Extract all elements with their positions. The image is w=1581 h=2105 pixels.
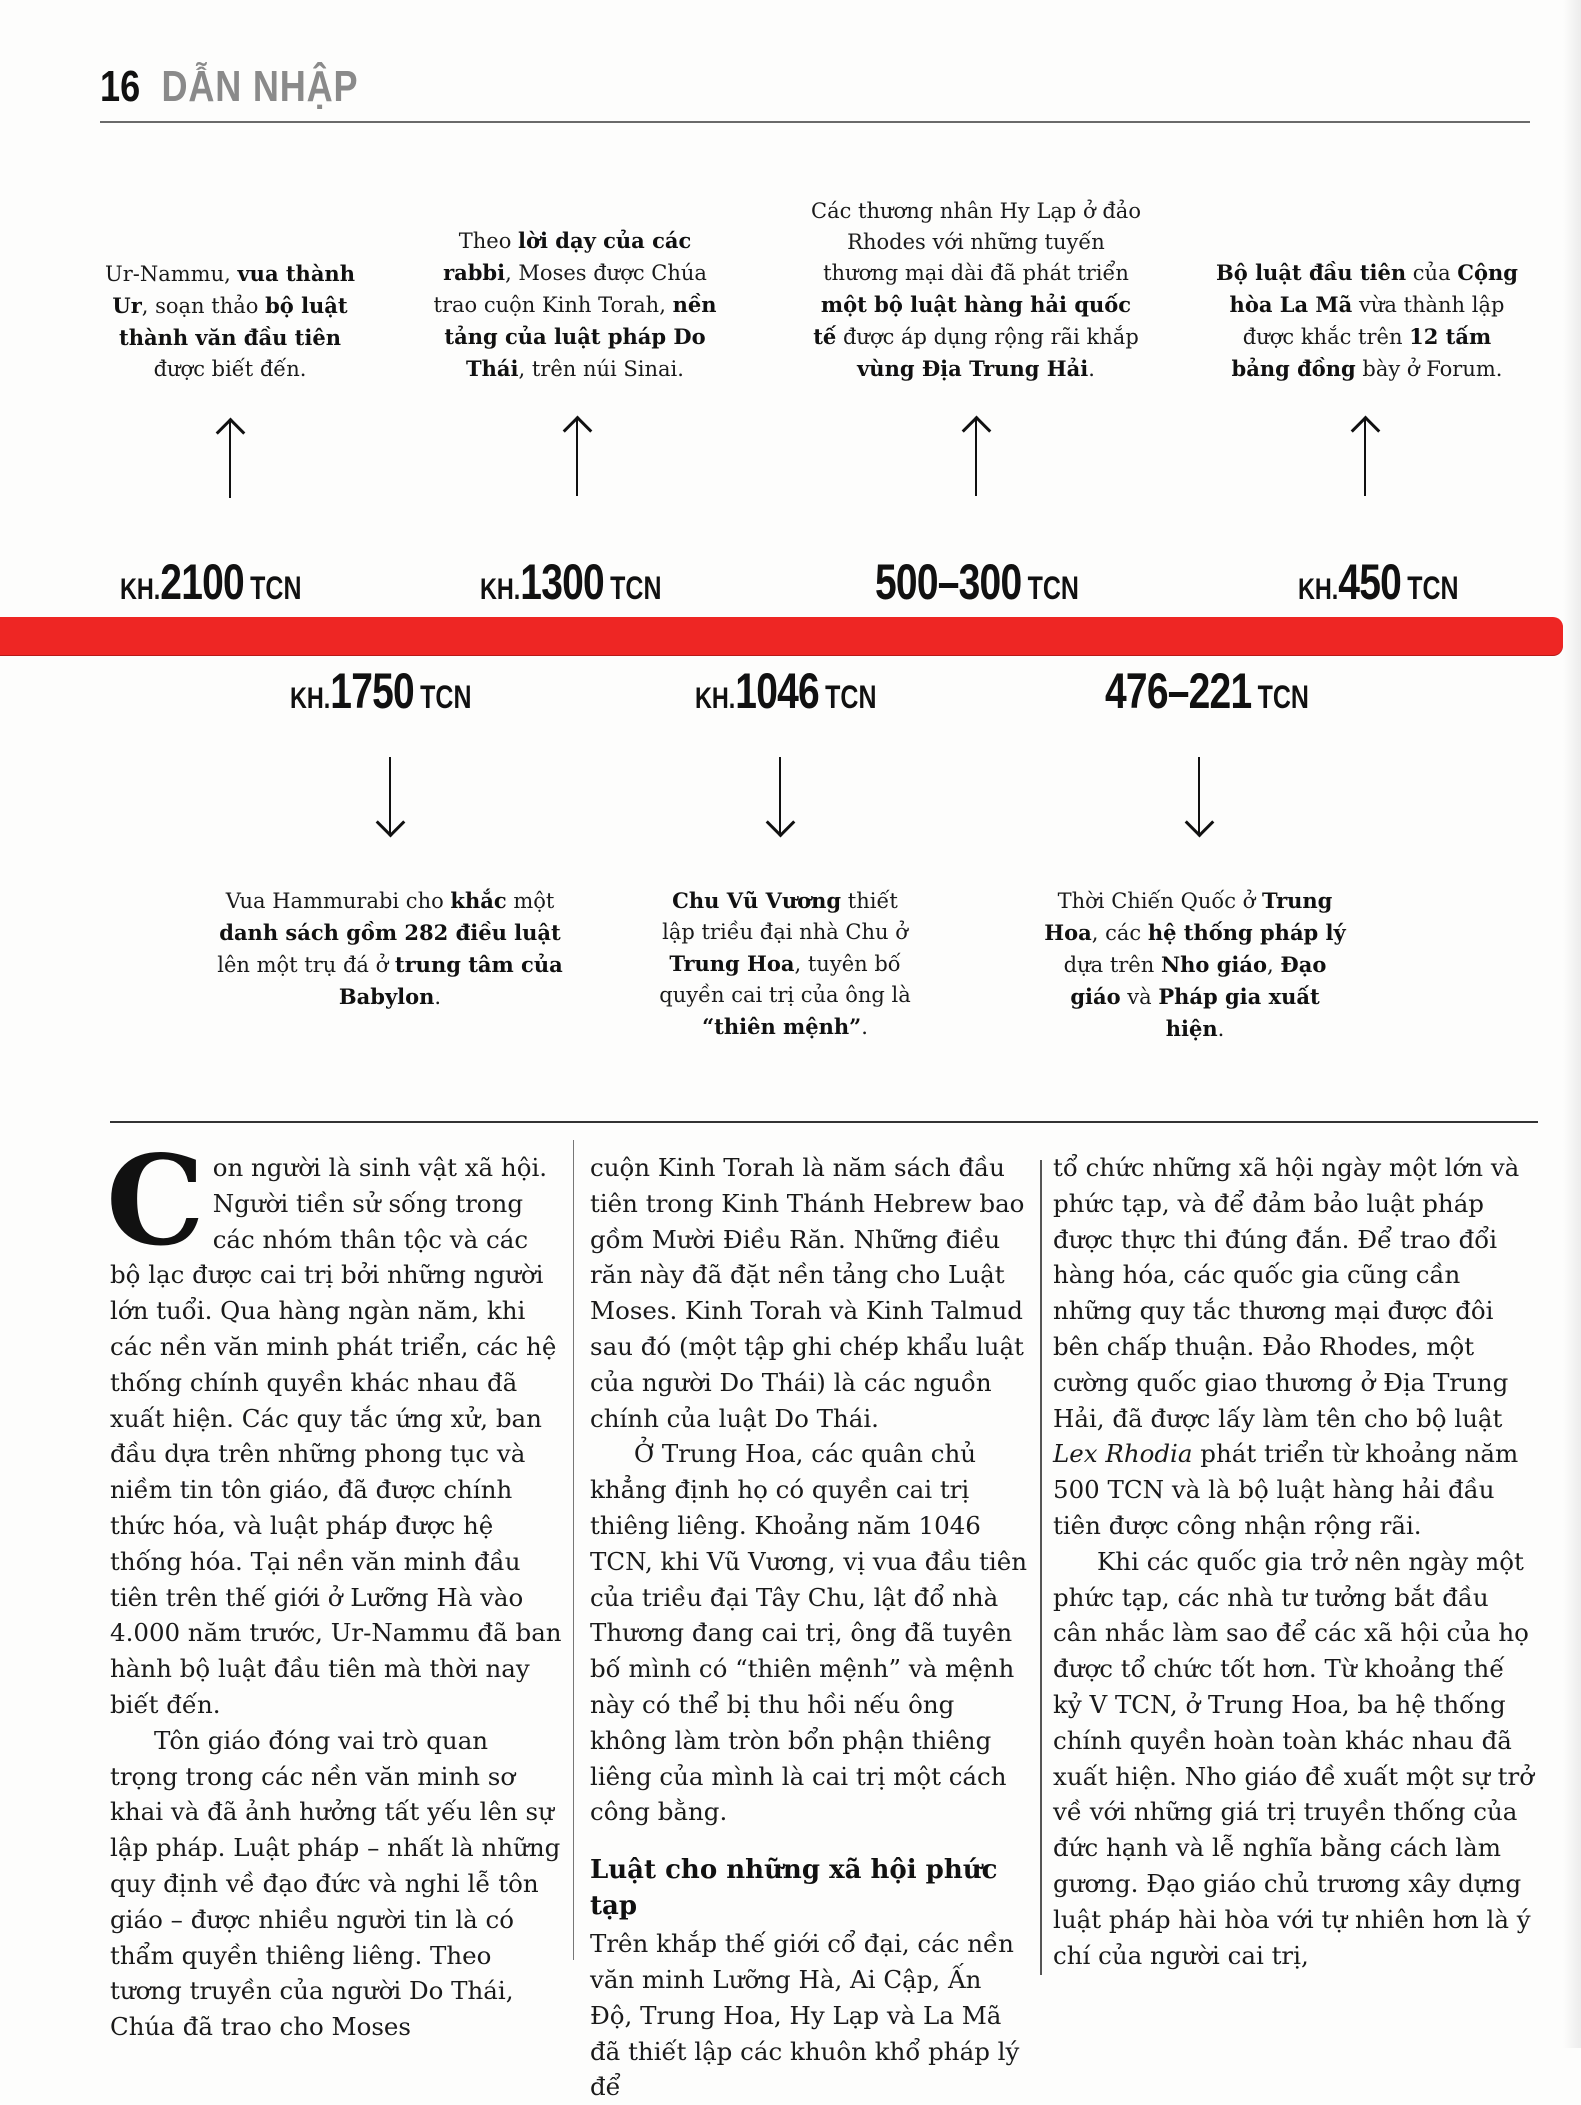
- timeline-caption-2100: [105, 155, 355, 385]
- caption-text-run: .: [1217, 1017, 1225, 1041]
- body-column-2: [590, 1150, 1030, 2105]
- date-label-2100: [120, 553, 301, 611]
- caption-text-run: vừa thành lập được khắc trên: [1242, 293, 1505, 349]
- arrow-down-icon: [779, 757, 781, 835]
- date-year: 1300: [520, 554, 604, 610]
- body-column-3: [1053, 1150, 1537, 1973]
- paragraph: [106, 1129, 562, 1723]
- column-divider: [1040, 1160, 1042, 1975]
- arrow-down-icon: [389, 757, 391, 835]
- caption-text-run: Theo: [458, 229, 519, 253]
- caption-text-run: Các thương nhân Hy Lạp ở đảo Rhodes với những tuyến thương mại dài đã phát triển: [811, 199, 1141, 285]
- caption-bold-text: Trung Hoa: [669, 951, 795, 976]
- caption-text-run: Thời Chiến Quốc ở: [1057, 889, 1262, 913]
- caption-text-run: ,: [1267, 953, 1281, 977]
- caption-text: [655, 885, 915, 1043]
- caption-text-run: lên một trụ đá ở: [217, 953, 395, 977]
- caption-text-run: được áp dụng rộng rãi khắp: [836, 325, 1139, 349]
- arrow-up-icon: [229, 420, 231, 498]
- date-label-476-221: [1105, 662, 1309, 720]
- date-suffix: TCN: [825, 679, 877, 715]
- caption-bold-text: Cộng hòa La Mã: [1229, 260, 1518, 317]
- paragraph-text: phát triển từ khoảng năm 500 TCN và là bộ luật hàng hải đầu tiên được công nhận rộng rãi.: [1053, 1439, 1519, 1540]
- timeline-caption-450: [1212, 155, 1522, 385]
- drop-cap: C: [106, 1129, 205, 1274]
- timeline-bar: [0, 617, 1563, 655]
- paragraph: Trên khắp thế giới cổ đại, các nền văn minh Lưỡng Hà, Ai Cập, Ấn Độ, Trung Hoa, Hy Lạp và La Mã đã thiết lập các khuôn khổ pháp lý để: [590, 1929, 1020, 2102]
- caption-bold-text: Bộ luật đầu tiên: [1216, 260, 1407, 285]
- caption-text-run: , Moses được Chúa trao cuộn Kinh Torah,: [433, 261, 707, 317]
- scan-edge: [1563, 0, 1581, 2048]
- date-suffix: TCN: [1407, 570, 1459, 606]
- caption-text-run: Ur-Nammu,: [105, 262, 238, 286]
- paragraph: Ở Trung Hoa, các quân chủ khẳng định họ có quyền cai trị thiêng liêng. Khoảng năm 1046 TCN, khi Vũ Vương, vị vua đầu tiên của triều đại Tây Chu, lật đổ nhà Thương đang cai trị, ông đã tuyên bố mình có “thiên mệnh” và mệnh này có thể bị thu hồi nếu ông không làm tròn bổn phận thiêng liêng của mình là cai trị một cách công bằng.: [590, 1439, 1028, 1827]
- caption-text-run: , trên núi Sinai.: [518, 357, 684, 381]
- date-year: 1750: [330, 663, 414, 719]
- caption-text-run: và: [1120, 985, 1159, 1009]
- caption-text-run: thiết lập triều đại nhà Chu ở: [662, 889, 908, 944]
- paragraph: Tôn giáo đóng vai trò quan trọng trong các nền văn minh sơ khai và đã ảnh hưởng tất yếu lên sự lập pháp. Luật pháp – nhất là những quy định về đạo đức và nghi lễ tôn giáo – được nhiều người tin là có thẩm quyền thiêng liêng. Theo tương truyền của người Do Thái, Chúa đã trao cho Moses: [110, 1725, 561, 2042]
- date-year: 500–300: [875, 554, 1022, 610]
- paragraph: Khi các quốc gia trở nên ngày một phức tạp, các nhà tư tưởng bắt đầu cân nhắc làm sao để các xã hội của họ được tổ chức tốt hơn. Từ khoảng thế kỷ V TCN, ở Trung Hoa, ba hệ thống chính quyền hoàn toàn khác nhau đã xuất hiện. Nho giáo đề xuất một sự trở về với những giá trị truyền thống của đức hạnh và lễ nghĩa bằng cách làm gương. Đạo giáo chủ trương xây dựng luật pháp hài hòa với tự nhiên hơn là ý chí của người cai trị,: [1053, 1546, 1534, 1970]
- arrow-down-icon: [1198, 757, 1200, 835]
- caption-bold-text: trung tâm của Babylon: [338, 952, 563, 1009]
- header-rule: [100, 121, 1530, 123]
- caption-text: [215, 885, 565, 1013]
- caption-bold-text: Pháp gia xuất hiện: [1158, 984, 1320, 1041]
- timeline-caption-1750: [215, 885, 565, 1013]
- caption-text-run: một: [506, 889, 555, 913]
- date-year: 2100: [160, 554, 244, 610]
- body-column-1: [106, 1129, 562, 2045]
- date-label-1046: [695, 662, 876, 720]
- page-number: 16: [100, 62, 141, 111]
- date-label-450: [1298, 553, 1459, 611]
- section-title: DẪN NHẬP: [161, 62, 359, 111]
- caption-text-run: dựa trên: [1063, 953, 1161, 977]
- date-prefix: KH.: [695, 682, 736, 715]
- date-suffix: TCN: [610, 570, 662, 606]
- date-suffix: TCN: [1257, 679, 1309, 715]
- caption-bold-text: bộ luật thành văn đầu tiên: [119, 293, 348, 350]
- caption-text-run: .: [1088, 357, 1095, 381]
- caption-bold-text: nền tảng của luật pháp Do Thái: [444, 292, 717, 381]
- caption-text-run: , tuyên bố quyền cai trị của ông là: [659, 952, 911, 1007]
- caption-bold-text: một bộ luật hàng hải quốc tế: [813, 292, 1132, 349]
- paragraph-text: tổ chức những xã hội ngày một lớn và phức tạp, và để đảm bảo luật pháp được thực thi đúng đắn. Để trao đổi hàng hóa, các quốc gia cũng cần những quy tắc thương mại được đôi bên chấp thuận. Đảo Rhodes, một cường quốc giao thương ở Địa Trung Hải, đã được lấy làm tên cho bộ luật: [1053, 1153, 1520, 1433]
- column-divider: [573, 1140, 574, 1960]
- caption-text: [810, 196, 1142, 385]
- date-prefix: KH.: [290, 682, 331, 715]
- timeline-caption-476-221: [1040, 885, 1350, 1045]
- date-suffix: TCN: [420, 679, 472, 715]
- body-rule: [110, 1121, 1538, 1123]
- caption-bold-text: Đạo giáo: [1070, 952, 1327, 1009]
- caption-text: [1040, 885, 1350, 1045]
- date-suffix: TCN: [250, 570, 302, 606]
- paragraph: cuộn Kinh Torah là năm sách đầu tiên trong Kinh Thánh Hebrew bao gồm Mười Điều Răn. Những điều răn này đã đặt nền tảng cho Luật Moses. Kinh Torah và Kinh Talmud sau đó (một tập ghi chép khẩu luật của người Do Thái) là các nguồn chính của luật Do Thái.: [590, 1153, 1025, 1433]
- date-year: 1046: [735, 663, 819, 719]
- date-label-500-300: [875, 553, 1079, 611]
- caption-text-run: , soạn thảo: [141, 294, 266, 318]
- caption-bold-text: Nho giáo: [1160, 952, 1267, 977]
- caption-text: [1212, 257, 1522, 385]
- caption-text-run: .: [861, 1015, 868, 1039]
- timeline-caption-1300: [430, 155, 720, 385]
- date-year: 450: [1338, 554, 1402, 610]
- caption-text-run: Vua Hammurabi cho: [225, 889, 451, 913]
- caption-bold-text: Trung Hoa: [1044, 888, 1333, 945]
- caption-bold-text: vùng Địa Trung Hải: [857, 356, 1089, 381]
- caption-text-run: , các: [1091, 921, 1148, 945]
- caption-text-run: được biết đến.: [153, 357, 307, 381]
- date-prefix: KH.: [1298, 573, 1339, 606]
- timeline-caption-1046: [655, 885, 915, 1043]
- caption-text-run: .: [434, 985, 442, 1009]
- caption-bold-text: khắc: [450, 888, 507, 913]
- paragraph-text: on người là sinh vật xã hội. Người tiền sử sống trong các nhóm thân tộc và các bộ lạc được cai trị bởi những người lớn tuổi. Qua hàng ngàn năm, khi các nền văn minh phát triển, các hệ thống chính quyền khác nhau đã xuất hiện. Các quy tắc ứng xử, ban đầu dựa trên những phong tục và niềm tin tôn giáo, đã được chính thức hóa, và luật pháp được hệ thống hóa. Tại nền văn minh đầu tiên trên thế giới ở Lưỡng Hà vào 4.000 năm trước, Ur-Nammu đã ban hành bộ luật đầu tiên mà thời nay biết đến.: [110, 1153, 562, 1719]
- caption-bold-text: Chu Vũ Vương: [672, 888, 842, 913]
- date-label-1300: [480, 553, 661, 611]
- caption-bold-text: “thiên mệnh”: [702, 1014, 862, 1039]
- caption-text-run: của: [1406, 261, 1458, 285]
- italic-term: Lex Rhodia: [1053, 1439, 1193, 1469]
- date-prefix: KH.: [480, 573, 521, 606]
- caption-text: [105, 258, 355, 385]
- arrow-up-icon: [1364, 418, 1366, 496]
- caption-bold-text: lời dạy của các rabbi: [443, 228, 692, 285]
- caption-bold-text: danh sách gồm 282 điều luật: [219, 920, 561, 945]
- page-header: [100, 62, 358, 112]
- caption-bold-text: hệ thống pháp lý: [1147, 920, 1346, 945]
- caption-bold-text: vua thành Ur: [112, 261, 355, 318]
- timeline-caption-500-300: [810, 155, 1142, 385]
- subheading: Luật cho những xã hội phức tạp: [590, 1855, 998, 1922]
- caption-text: [430, 225, 720, 385]
- date-label-1750: [290, 662, 471, 720]
- date-year: 476–221: [1105, 663, 1252, 719]
- paragraph: [1053, 1150, 1537, 1544]
- date-suffix: TCN: [1027, 570, 1079, 606]
- caption-text-run: bày ở Forum.: [1355, 357, 1503, 381]
- arrow-up-icon: [975, 418, 977, 496]
- arrow-up-icon: [576, 418, 578, 496]
- date-prefix: KH.: [120, 573, 161, 606]
- caption-bold-text: 12 tấm bảng đồng: [1231, 324, 1492, 381]
